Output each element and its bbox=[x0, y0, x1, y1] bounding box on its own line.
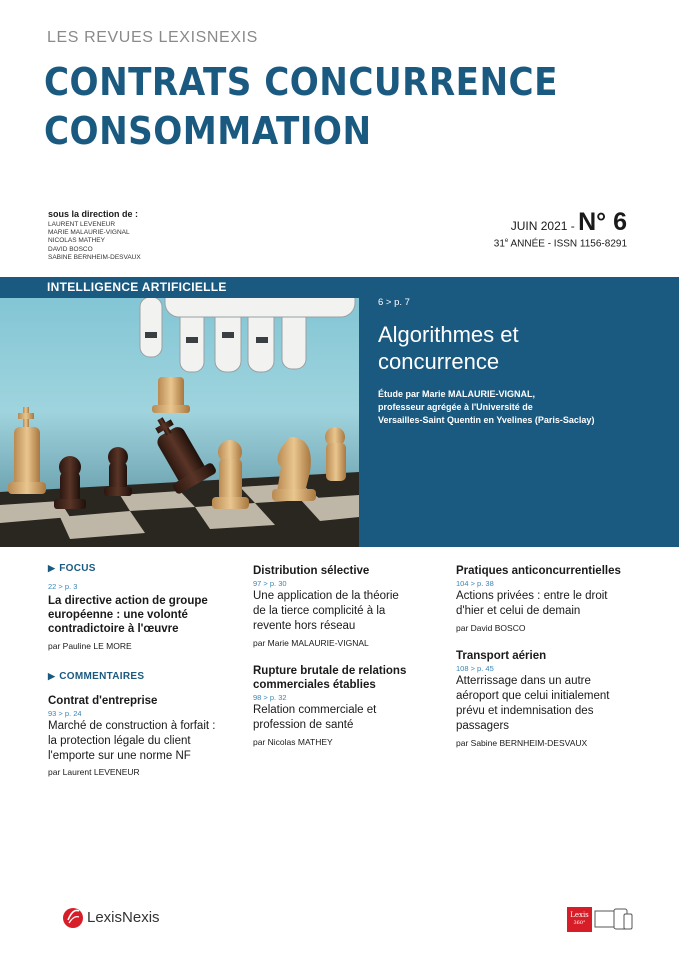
chess-robot-photo bbox=[0, 277, 359, 547]
section-banner-label: INTELLIGENCE ARTIFICIELLE bbox=[47, 280, 227, 294]
article-ref: 98 > p. 32 bbox=[253, 693, 287, 702]
direction-label: sous la direction de : bbox=[48, 209, 139, 219]
rubric-heading: Rupture brutale de relations commerciales établies bbox=[253, 665, 407, 691]
article-ref: 93 > p. 24 bbox=[48, 709, 82, 718]
lexisnexis-wordmark: LexisNexis bbox=[87, 908, 160, 926]
journal-title-line2: CONSOMMATION bbox=[44, 109, 372, 153]
column-middle bbox=[253, 564, 443, 747]
article-author: par Laurent LEVENEUR bbox=[48, 767, 140, 777]
rubric-heading: Pratiques anticoncurrentielles bbox=[456, 565, 621, 577]
column-focus-commentaires bbox=[48, 563, 238, 777]
director-name: DAVID BOSCO bbox=[48, 245, 93, 253]
article-author: par Sabine BERNHEIM-DESVAUX bbox=[456, 738, 588, 748]
article-author: par Nicolas MATHEY bbox=[253, 737, 333, 747]
article-title: Une application de la théorie de la tierce complicité à la revente hors réseau bbox=[253, 590, 399, 632]
article-ref: 108 > p. 45 bbox=[456, 664, 494, 673]
director-name: MARIE MALAURIE-VIGNAL bbox=[48, 229, 130, 237]
featured-article bbox=[359, 277, 679, 547]
journal-title-line1: CONTRATS CONCURRENCE bbox=[44, 60, 558, 104]
director-name: LAURENT LEVENEUR bbox=[48, 221, 116, 228]
issue-date: JUIN 2021 - bbox=[510, 219, 575, 233]
featured-description: Étude par Marie MALAURIE-VIGNAL, professeur agrégée à l'Université de Versailles-Saint Quentin en Yvelines (Paris-Saclay) bbox=[378, 389, 595, 425]
issue-year-issn: 31e ANNÉE - ISSN 1156-8291 bbox=[493, 238, 627, 250]
article-author: par Pauline LE MORE bbox=[48, 641, 132, 651]
triangle-icon: ▶ bbox=[48, 671, 56, 681]
rubric-heading: Transport aérien bbox=[456, 650, 547, 662]
article-title: Actions privées : entre le droit d'hier et celui de demain bbox=[456, 590, 608, 617]
commentaires-label: ▶ COMMENTAIRES bbox=[48, 671, 145, 682]
director-name: NICOLAS MATHEY bbox=[48, 237, 105, 245]
lexisnexis-logo bbox=[62, 905, 160, 929]
lexis360-logo: Lexis 360° bbox=[567, 907, 592, 932]
direction-list bbox=[48, 221, 141, 262]
article-ref: 22 > p. 3 bbox=[48, 582, 78, 591]
article-title: Relation commerciale et profession de santé bbox=[253, 704, 377, 731]
article-title: Marché de construction à forfait : la protection légale du client l'emporte sur une norme NF bbox=[48, 720, 216, 762]
rubric-heading: Distribution sélective bbox=[253, 565, 370, 577]
triangle-icon: ▶ bbox=[48, 563, 56, 573]
featured-title: Algorithmes et concurrence bbox=[378, 322, 519, 374]
column-right bbox=[456, 564, 656, 748]
article-ref: 97 > p. 30 bbox=[253, 579, 287, 588]
featured-ref: 6 > p. 7 bbox=[378, 297, 410, 308]
issue-number: N° 6 bbox=[578, 208, 627, 236]
rubric-heading: Contrat d'entreprise bbox=[48, 695, 158, 707]
section-banner bbox=[0, 277, 359, 298]
journal-title bbox=[44, 58, 584, 156]
devices-icon bbox=[594, 908, 634, 932]
chess-illustration bbox=[0, 277, 359, 547]
issue-info bbox=[494, 208, 627, 249]
article-ref: 104 > p. 38 bbox=[456, 579, 494, 588]
director-name: SABINE BERNHEIM-DESVAUX bbox=[48, 253, 141, 261]
lexisnexis-emblem-icon bbox=[62, 905, 84, 929]
article-title: La directive action de groupe européenne : une volonté contradictoire à l'œuvre bbox=[48, 595, 208, 635]
series-name: LES REVUES LEXISNEXIS bbox=[47, 29, 258, 46]
focus-label: ▶ FOCUS bbox=[48, 563, 96, 574]
article-author: par Marie MALAURIE-VIGNAL bbox=[253, 638, 369, 648]
article-title: Atterrissage dans un autre aéroport que celui initialement prévu et indemnisation des passagers bbox=[456, 675, 610, 732]
article-author: par David BOSCO bbox=[456, 623, 526, 633]
